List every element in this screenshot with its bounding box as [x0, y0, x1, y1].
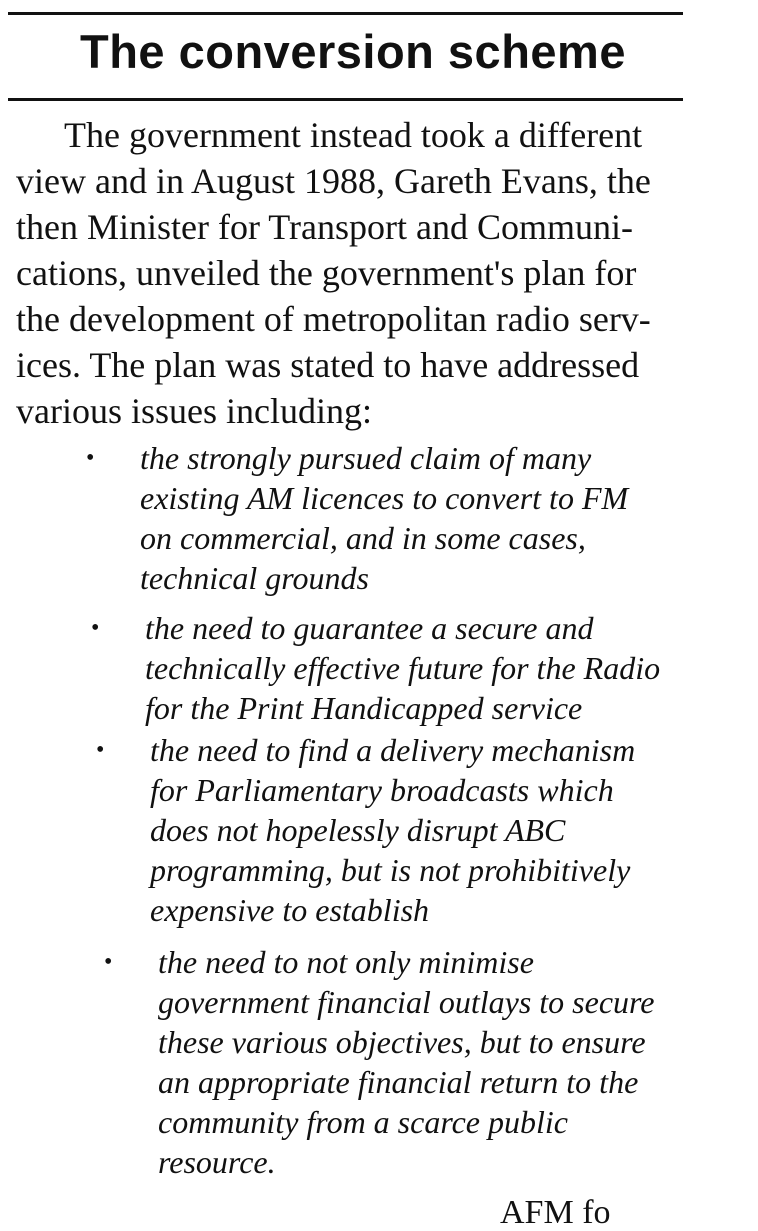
heading-underline-rule [8, 98, 683, 101]
intro-line: ices. The plan was stated to have addressed [16, 345, 640, 385]
bullet-line: the need to not only minimise [158, 944, 534, 980]
intro-line: The government instead took a different [64, 115, 643, 155]
bullet-line: existing AM licences to convert to FM [140, 480, 629, 516]
bullet-dot-icon: • [86, 445, 95, 471]
bullet-line: for the Print Handicapped service [145, 690, 583, 726]
bullet-line: the strongly pursued claim of many [140, 440, 592, 476]
intro-line: cations, unveiled the government's plan for [16, 253, 637, 293]
bullet-item-parliamentary-broadcasts [96, 730, 758, 930]
bullet-line: resource. [158, 1144, 276, 1180]
intro-line: view and in August 1988, Gareth Evans, the [16, 161, 651, 201]
intro-line: various issues including: [16, 391, 372, 431]
bullet-line: the need to guarantee a secure and [145, 610, 594, 646]
cut-off-next-line-fragment: AFM fo [500, 1194, 611, 1231]
top-rule [8, 12, 683, 15]
bullet-line: an appropriate financial return to the [158, 1064, 639, 1100]
bullet-line: expensive to establish [150, 892, 430, 928]
intro-line: then Minister for Transport and Communi- [16, 207, 633, 247]
bullet-item-am-to-fm [86, 438, 758, 598]
section-heading: The conversion scheme [80, 25, 626, 78]
bullet-line: technical grounds [140, 560, 369, 596]
bullet-line: on commercial, and in some cases, [140, 520, 586, 556]
intro-paragraph [16, 112, 696, 434]
bullet-line: programming, but is not prohibitively [150, 852, 631, 888]
bullet-line: government financial outlays to secure [158, 984, 655, 1020]
bullet-dot-icon: • [104, 949, 113, 975]
bullet-line: the need to find a delivery mechanism [150, 732, 636, 768]
bullet-line: for Parliamentary broadcasts which [150, 772, 614, 808]
bullet-line: does not hopelessly disrupt ABC [150, 812, 566, 848]
bullet-line: these various objectives, but to ensure [158, 1024, 646, 1060]
bullet-line: technically effective future for the Radio [145, 650, 661, 686]
bullet-item-radio-print-handicapped [91, 608, 758, 728]
bullet-dot-icon: • [91, 615, 100, 641]
bullet-dot-icon: • [96, 737, 105, 763]
bullet-line: community from a scarce public [158, 1104, 568, 1140]
bullet-item-financial-outlays [104, 942, 758, 1182]
intro-line: the development of metropolitan radio serv- [16, 299, 651, 339]
